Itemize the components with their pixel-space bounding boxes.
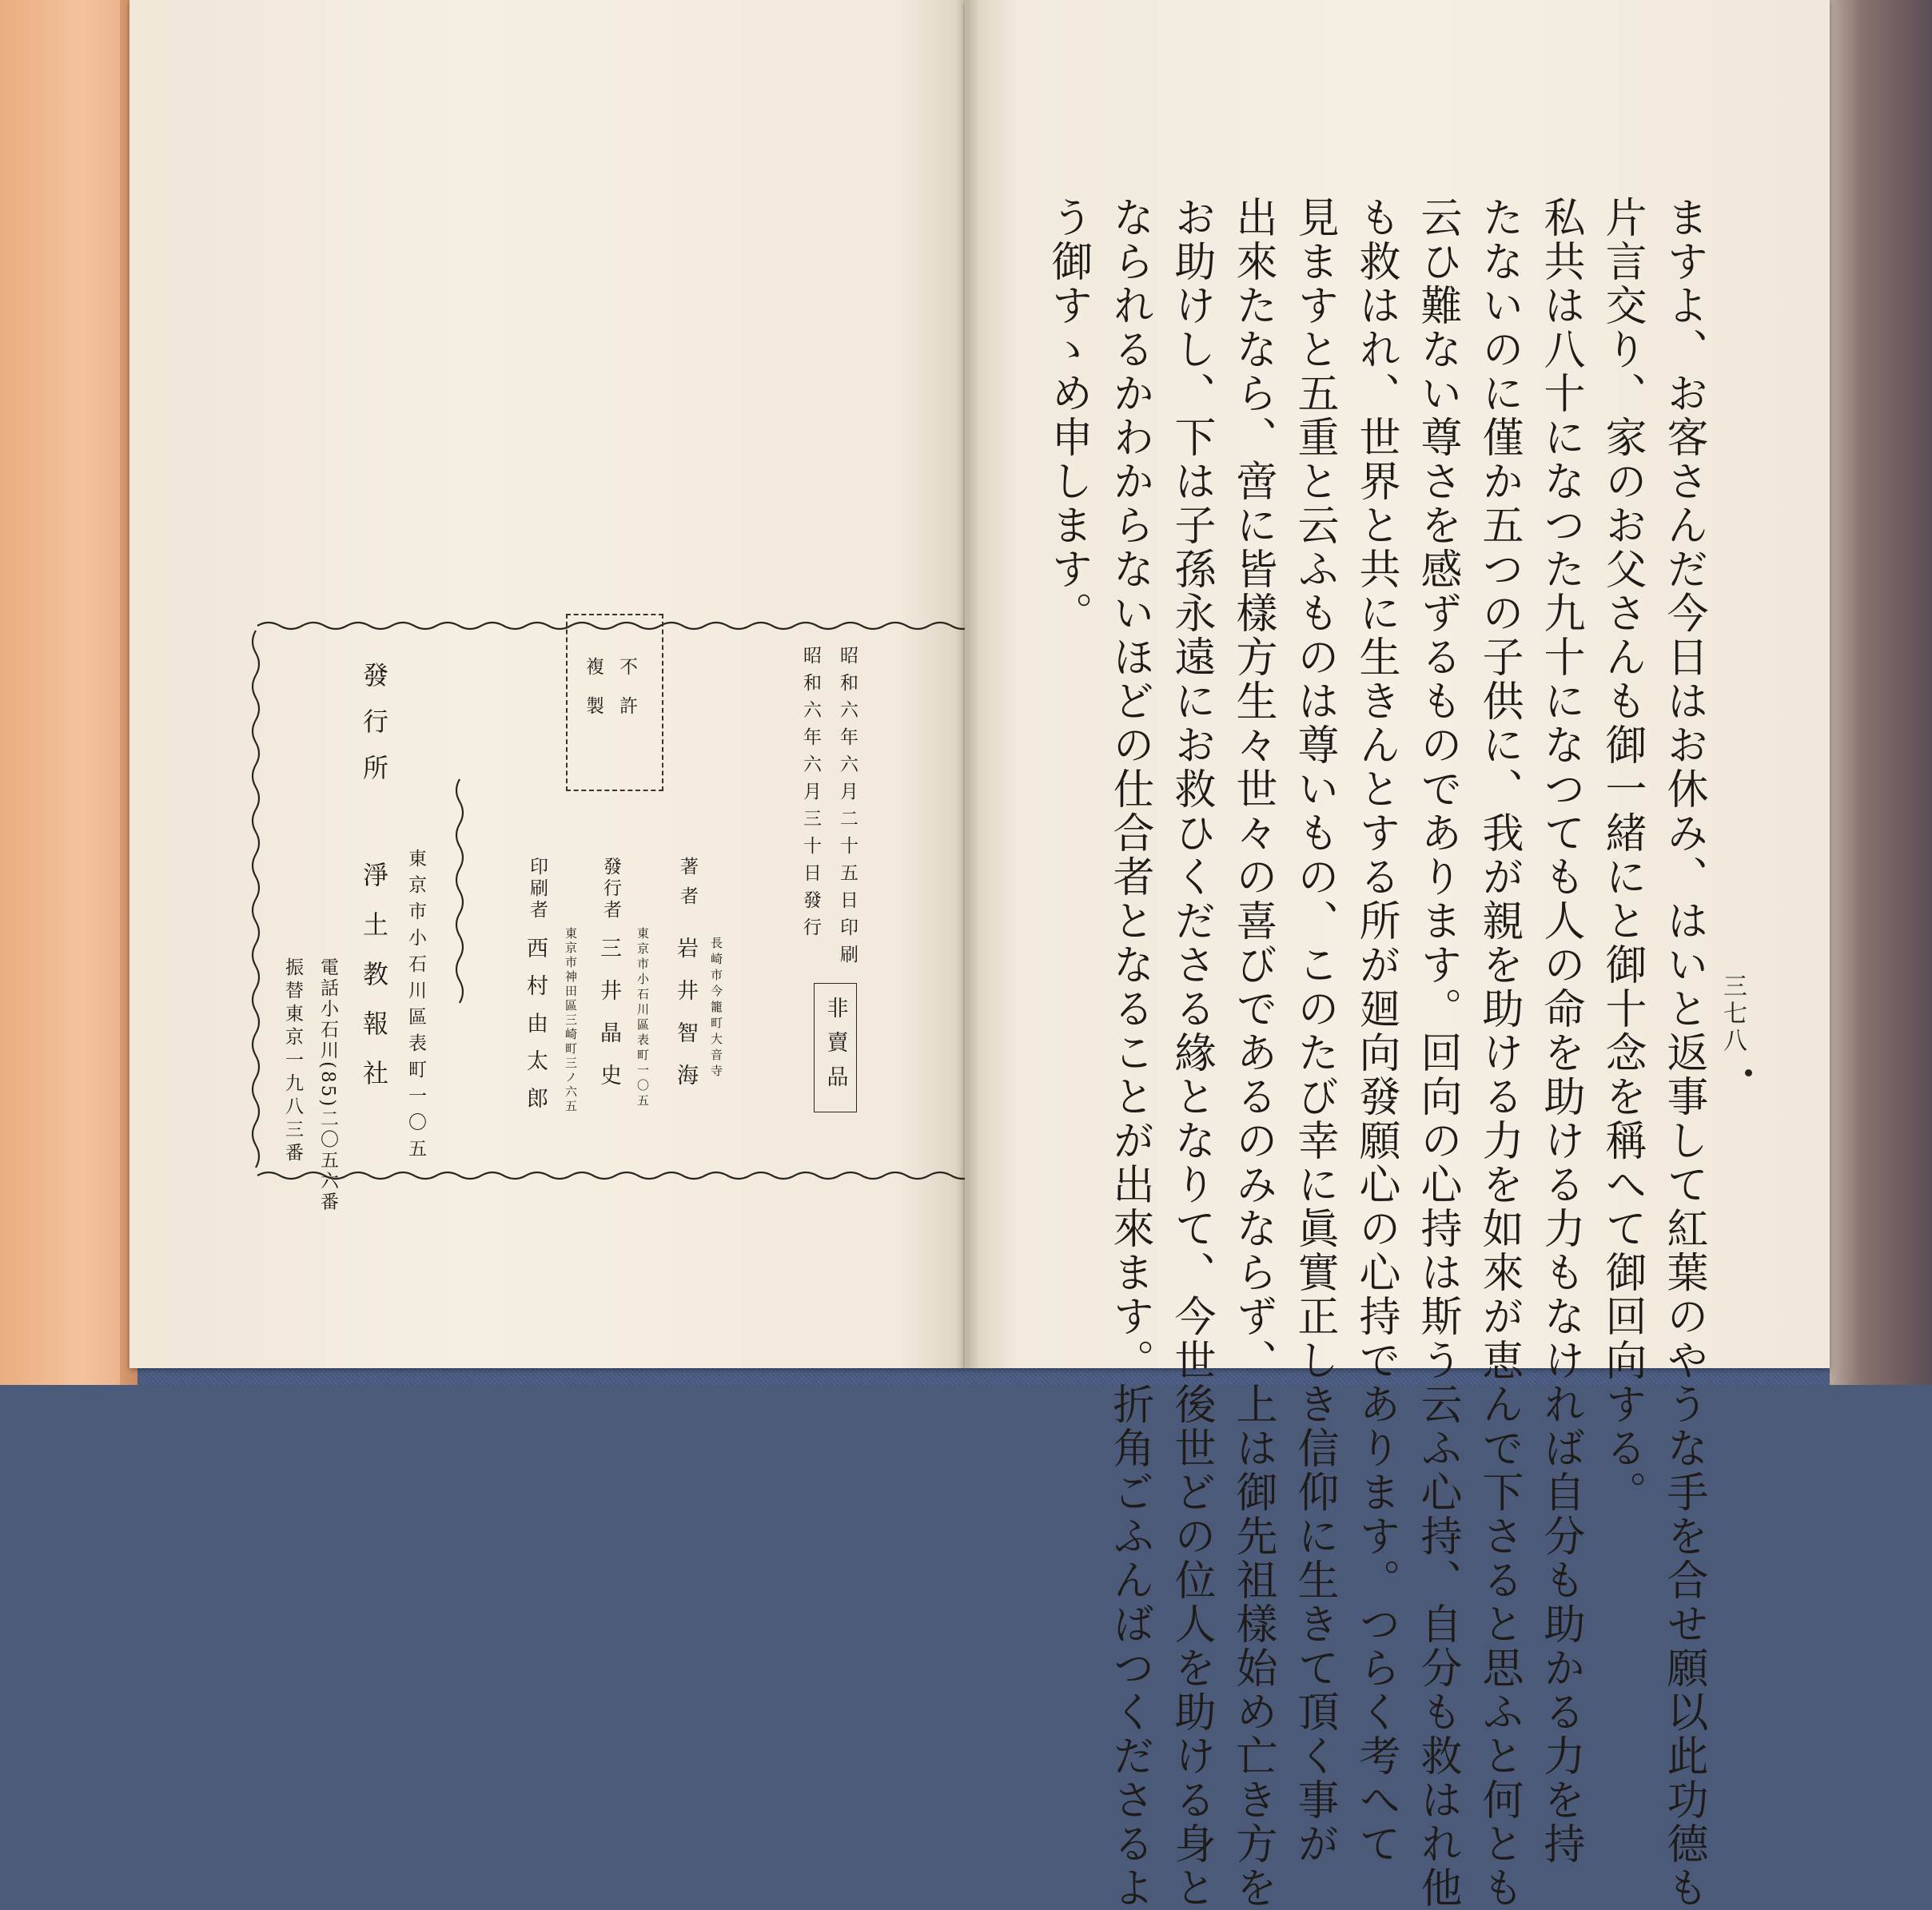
copyright-stamp-line-1: 不許 <box>616 657 637 735</box>
body-text-line: 出來たなら、啻に皆樣方生々世々の喜びであるのみならず、上は御先祖樣始め亡き方を <box>1229 196 1277 1910</box>
issued-date: 昭和六年六月三十日發行 <box>800 646 821 945</box>
author-role: 著者 <box>677 857 698 916</box>
body-text-line: 云ひ難ない尊さを感ずるものであります。回向の心持は斯う云ふ心持、自分も救はれ他 <box>1413 196 1461 1910</box>
author-name: 岩井智海 <box>673 937 698 1106</box>
not-for-sale-box <box>814 983 857 1112</box>
body-text-line: 見ますと五重と云ふものは尊いもの、このたび幸に眞實正しき信仰に生きて頂く事が <box>1290 196 1338 1866</box>
printer-name: 西村由太郎 <box>523 937 548 1124</box>
book-gutter <box>955 0 979 1368</box>
publishing-house-label: 發行所 <box>359 662 389 801</box>
publishing-house-transfer-account: 振替東京一九八三番 <box>282 957 303 1166</box>
body-text-line: なられるかわからないほどの仕合者となることが出來ます。折角ごふんばつくださるよ <box>1105 196 1153 1910</box>
publishing-house-address: 東京市小石川區表町一〇五 <box>405 849 426 1165</box>
book-board-edge <box>0 0 136 1385</box>
author-address: 長崎市今籠町大音寺 <box>709 937 723 1080</box>
printer-address: 東京市神田區三崎町三ノ六五 <box>564 927 578 1114</box>
body-text-line: う御すゝめ申します。 <box>1044 196 1092 635</box>
body-text-line: お助けし、下は子孫永遠にお救ひくださる緣となりて、今世後世どの位人を助ける身と <box>1167 196 1215 1910</box>
publishing-house-phone: 電話小石川(85)二〇五六番 <box>317 957 338 1213</box>
printer-role: 印刷者 <box>527 857 548 921</box>
body-text-line: たないのに僅か五つの子供に、我が親を助ける力を如來が恵んで下さると思ふと何とも <box>1475 196 1523 1910</box>
publishing-house-name: 淨土教報社 <box>359 861 389 1109</box>
copyright-stamp <box>566 614 663 791</box>
not-for-sale-label: 非賣品 <box>823 996 848 1100</box>
publisher-role: 發行者 <box>600 857 621 921</box>
body-text-line: も救はれ、世界と共に生きんとする所が廻向發願心の心持であります。つらく考へて <box>1352 196 1400 1866</box>
publisher-address: 東京市小石川區表町一〇五 <box>635 927 650 1109</box>
printed-date: 昭和六年六月二十五日印刷 <box>837 646 858 972</box>
page-fore-edge <box>1830 0 1932 1385</box>
body-text-line: 片言交り、家のお父さんも御一緒にと御十念を稱へて御回向する。 <box>1598 196 1646 1514</box>
page-number: 三七八 <box>1719 973 1747 1055</box>
publisher-name: 三井晶史 <box>596 937 621 1106</box>
copyright-stamp-line-2: 複製 <box>583 657 604 735</box>
body-text-line: 私共は八十になつた九十になつても人の命を助ける力もなければ自分も助かる力を持 <box>1536 196 1584 1866</box>
body-text-line: ますよ、お客さんだ今日はお休み、はいと返事して紅葉のやうな手を合せ願以此功德も <box>1659 196 1707 1910</box>
page-mark-dot <box>1745 1069 1752 1076</box>
